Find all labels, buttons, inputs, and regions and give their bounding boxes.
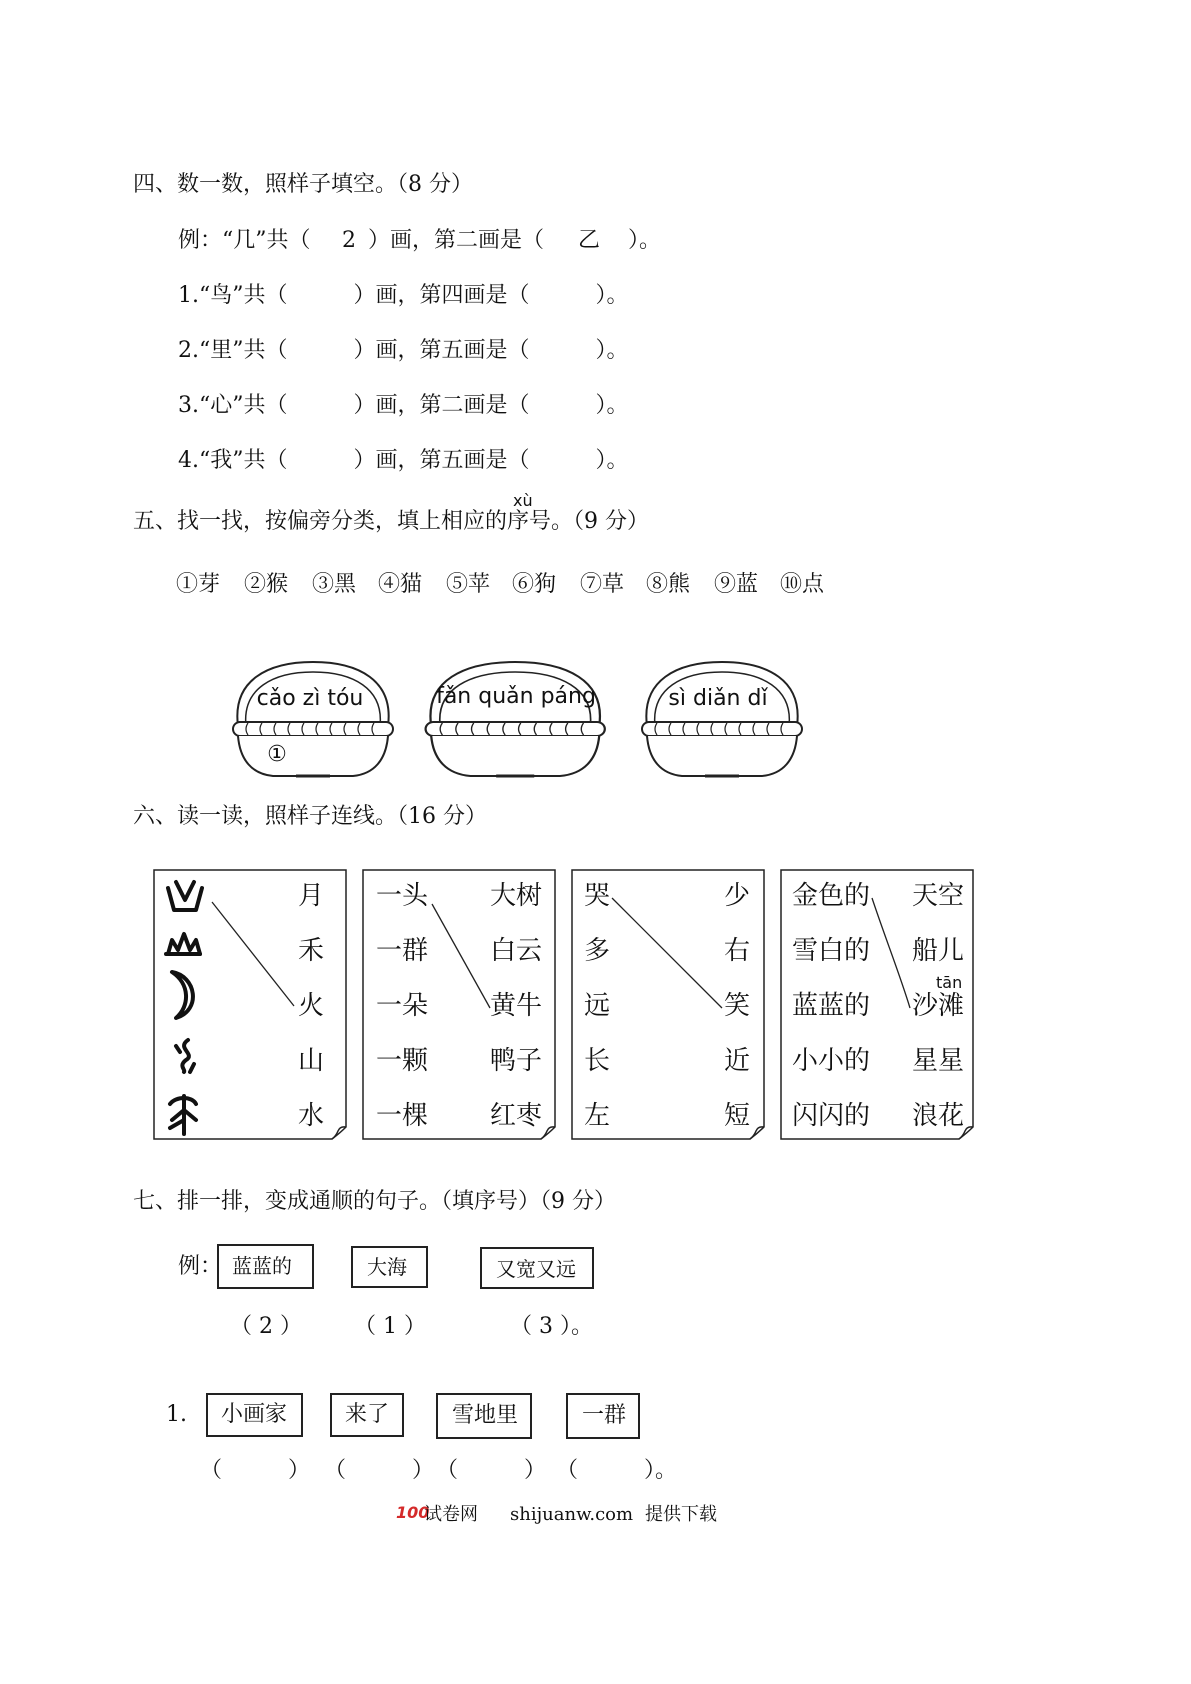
char-6: ⑥狗	[512, 572, 557, 597]
box4-left-2: 雪白的	[792, 936, 871, 966]
char-9: ⑨蓝	[714, 572, 759, 597]
box1-right-4: 山	[298, 1046, 325, 1076]
box1-right-1: 月	[298, 881, 325, 911]
box2-left-4: 一颗	[376, 1046, 429, 1076]
box3-right-1: 少	[724, 881, 751, 911]
basket-1-answer: ①	[267, 742, 287, 767]
box2-left-3: 一朵	[376, 991, 429, 1021]
box2-left-2: 一群	[376, 936, 429, 966]
q1-word-3: 雪地里	[452, 1403, 519, 1428]
char-4: ④猫	[378, 572, 423, 597]
box2-right-4: 鸭子	[490, 1046, 543, 1076]
section4-title: 四、数一数，照样子填空。（8 分）	[133, 172, 473, 197]
moon-pictograph-icon	[172, 972, 193, 1018]
example-stroke: 乙	[578, 228, 601, 253]
box4-right-4: 星星	[912, 1046, 965, 1076]
pinyin-tan: tān	[936, 973, 963, 992]
box3-right-2: 右	[724, 936, 751, 966]
example-prefix: 例：“几”共（	[178, 228, 311, 253]
section6-title: 六、读一读，照样子连线。（16 分）	[133, 804, 487, 829]
box4-right-1: 天空	[912, 881, 965, 911]
box1-right-3: 火	[298, 991, 325, 1021]
basket-2-icon	[426, 662, 605, 776]
char-8: ⑧熊	[646, 572, 691, 597]
q1-word-1: 小画家	[221, 1402, 288, 1427]
box4-right-2: 船儿	[912, 936, 965, 966]
example-label: 例：	[178, 1254, 223, 1279]
fire-pictograph-icon	[168, 882, 202, 910]
pinyin-xu: xù	[513, 491, 533, 510]
char-10: ⑩点	[780, 572, 825, 597]
example-word-1: 蓝蓝的	[232, 1254, 292, 1278]
box2-right-1: 大树	[490, 881, 543, 911]
char-3: ③黑	[312, 572, 357, 597]
box4-left-5: 闪闪的	[792, 1101, 871, 1131]
example-order-1: （ 2 ）	[230, 1314, 302, 1339]
char-1: ①芽	[176, 572, 221, 597]
example-line-2	[432, 904, 490, 1008]
box2-right-5: 红枣	[490, 1101, 543, 1131]
example-line-3	[612, 898, 722, 1008]
box3-left-1: 哭	[584, 881, 611, 911]
box4-left-4: 小小的	[792, 1046, 871, 1076]
char-5: ⑤苹	[446, 572, 491, 597]
char-2: ②猴	[244, 572, 289, 597]
example-line-4	[872, 898, 910, 1008]
char-7: ⑦草	[580, 572, 625, 597]
section5-title: 五、找一找，按偏旁分类，填上相应的序号。（9 分）	[133, 509, 649, 534]
example-order-2: （ 1 ）	[354, 1314, 426, 1339]
box4-left-3: 蓝蓝的	[792, 991, 871, 1021]
example-word-3: 又宽又远	[496, 1257, 576, 1281]
footer-note: 提供下载	[645, 1504, 717, 1525]
basket-1-icon	[233, 662, 393, 776]
stroke-item-2: 2.“里”共（ ）画，第五画是（ ）。	[178, 338, 629, 363]
q1-blank-3[interactable]: （ ）	[436, 1458, 547, 1483]
grain-pictograph-icon	[170, 1096, 196, 1134]
example-line-1	[212, 902, 294, 1006]
mountain-pictograph-icon	[166, 934, 200, 954]
q1-label: 1.	[166, 1402, 187, 1427]
box3-left-3: 远	[584, 991, 611, 1021]
site-logo: 100	[396, 1503, 430, 1522]
basket-3-icon	[642, 662, 802, 776]
section7-title: 七、排一排，变成通顺的句子。（填序号）（9 分）	[133, 1189, 616, 1214]
stroke-item-4: 4.“我”共（ ）画，第五画是（ ）。	[178, 448, 629, 473]
q1-blank-4[interactable]: （ ）。	[556, 1458, 678, 1483]
example-word-2: 大海	[367, 1255, 407, 1279]
basket-1-label: cǎo zì tóu	[256, 686, 364, 711]
box3-left-5: 左	[584, 1101, 611, 1131]
box3-right-5: 短	[724, 1101, 751, 1131]
footer-site-name: 试卷网	[424, 1504, 478, 1525]
basket-2-label: fǎn quǎn páng	[436, 684, 596, 709]
box3-left-2: 多	[584, 936, 611, 966]
box1-right-5: 水	[298, 1101, 325, 1131]
box4-right-3: 沙滩	[912, 991, 965, 1021]
stroke-item-3: 3.“心”共（ ）画，第二画是（ ）。	[178, 393, 629, 418]
box3-left-4: 长	[584, 1046, 611, 1076]
water-pictograph-icon	[176, 1040, 194, 1072]
box1-right-2: 禾	[298, 936, 325, 966]
box3-right-3: 笑	[724, 991, 751, 1021]
box2-right-2: 白云	[490, 936, 543, 966]
stroke-item-1: 1.“鸟”共（ ）画，第四画是（ ）。	[178, 283, 629, 308]
q1-blank-2[interactable]: （ ）	[324, 1458, 435, 1483]
q1-blank-1[interactable]: （ ）	[200, 1458, 311, 1483]
example-end: ）。	[628, 228, 662, 253]
box2-right-3: 黄牛	[490, 991, 543, 1021]
q1-word-2: 来了	[345, 1402, 390, 1427]
example-order-3: （ 3 ）。	[510, 1314, 593, 1339]
box2-left-5: 一棵	[376, 1101, 429, 1131]
box4-left-1: 金色的	[792, 881, 871, 911]
box4-right-5: 浪花	[912, 1101, 965, 1131]
basket-3-label: sì diǎn dǐ	[668, 686, 768, 711]
q1-word-4: 一群	[582, 1403, 627, 1428]
example-count: 2	[342, 228, 356, 253]
example-mid: ）画，第二画是（	[368, 228, 545, 253]
footer-url[interactable]: shijuanw.com	[510, 1504, 634, 1525]
box2-left-1: 一头	[376, 881, 429, 911]
box3-right-4: 近	[724, 1046, 751, 1076]
